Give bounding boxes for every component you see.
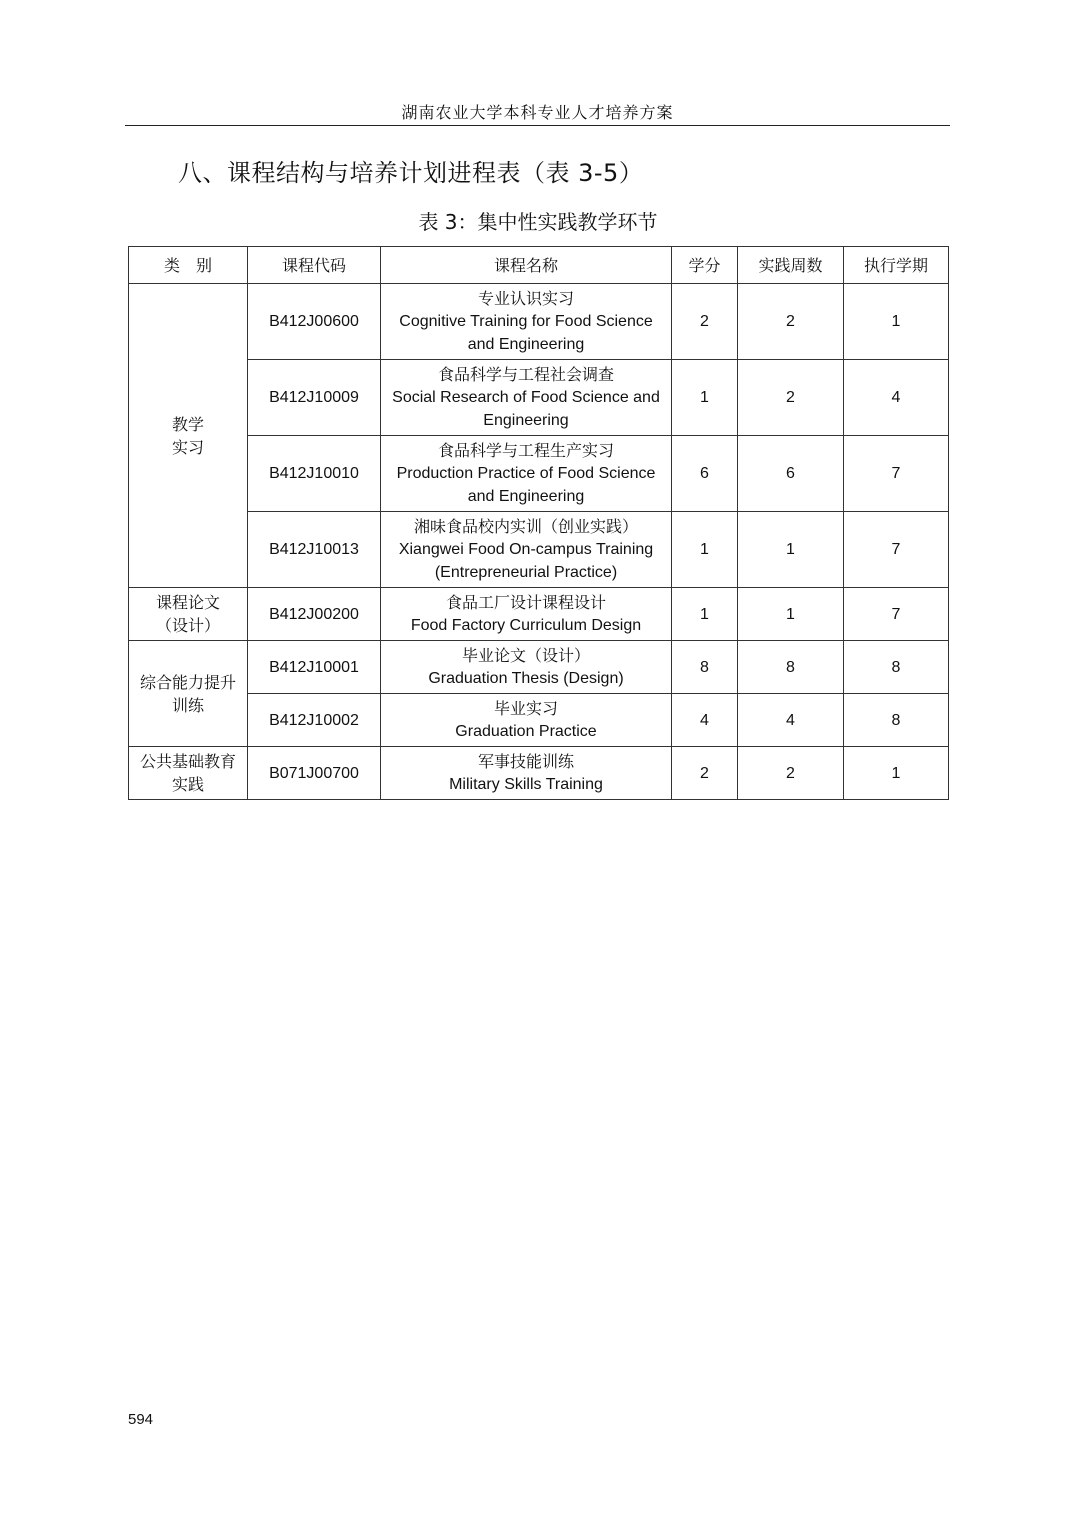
course-code: B071J00700 <box>248 747 381 800</box>
table-header-row <box>129 247 949 284</box>
course-name-cn: 专业认识实习 <box>477 289 574 308</box>
course-name-cn: 湘味食品校内实训（创业实践） <box>413 517 638 536</box>
course-name <box>381 694 672 747</box>
practice-table <box>128 246 949 800</box>
credits: 4 <box>672 694 738 747</box>
practice-weeks: 1 <box>738 588 844 641</box>
category-cell: 教学 实习 <box>129 284 248 588</box>
practice-weeks: 4 <box>738 694 844 747</box>
semester: 1 <box>844 284 949 360</box>
credits: 1 <box>672 512 738 588</box>
table-row <box>129 360 949 436</box>
course-code: B412J10009 <box>248 360 381 436</box>
running-header: 湖南农业大学本科专业人才培养方案 <box>401 103 674 122</box>
table-row <box>129 747 949 800</box>
header-credits: 学分 <box>672 247 738 284</box>
course-name-cn: 毕业论文（设计） <box>461 646 590 665</box>
course-name <box>381 747 672 800</box>
header-rule <box>125 125 950 126</box>
course-name-cn: 食品工厂设计课程设计 <box>445 593 606 612</box>
header-category: 类 别 <box>129 247 248 284</box>
header-weeks: 实践周数 <box>738 247 844 284</box>
table-row <box>129 284 949 360</box>
semester: 7 <box>844 588 949 641</box>
course-name-en: Military Skills Training <box>449 776 603 793</box>
category-cell: 综合能力提升 训练 <box>129 641 248 747</box>
semester: 4 <box>844 360 949 436</box>
practice-weeks: 6 <box>738 436 844 512</box>
credits: 6 <box>672 436 738 512</box>
course-name-cn: 毕业实习 <box>493 699 558 718</box>
credits: 2 <box>672 284 738 360</box>
practice-weeks: 1 <box>738 512 844 588</box>
practice-weeks: 2 <box>738 747 844 800</box>
course-name <box>381 641 672 694</box>
category-cell: 公共基础教育 实践 <box>129 747 248 800</box>
credits: 1 <box>672 588 738 641</box>
section-title: 八、课程结构与培养计划进程表（表 3-5） <box>178 159 644 187</box>
semester: 8 <box>844 694 949 747</box>
category-cell: 课程论文 （设计） <box>129 588 248 641</box>
table-row <box>129 436 949 512</box>
course-name <box>381 360 672 436</box>
page-number: 594 <box>128 1411 154 1428</box>
semester: 7 <box>844 512 949 588</box>
semester: 8 <box>844 641 949 694</box>
course-name-en: Cognitive Training for Food Science and Engineering <box>399 313 653 353</box>
course-name <box>381 284 672 360</box>
course-name-cn: 食品科学与工程生产实习 <box>437 441 614 460</box>
course-code: B412J00600 <box>248 284 381 360</box>
course-name-en: Graduation Practice <box>455 723 597 740</box>
course-name <box>381 588 672 641</box>
practice-weeks: 2 <box>738 284 844 360</box>
course-name <box>381 512 672 588</box>
credits: 8 <box>672 641 738 694</box>
course-code: B412J10002 <box>248 694 381 747</box>
semester: 1 <box>844 747 949 800</box>
header-code: 课程代码 <box>248 247 381 284</box>
course-name-en: Production Practice of Food Science and Engineering <box>396 465 656 505</box>
practice-weeks: 2 <box>738 360 844 436</box>
table-caption: 表 3：集中性实践教学环节 <box>418 210 658 234</box>
header-name: 课程名称 <box>381 247 672 284</box>
practice-weeks: 8 <box>738 641 844 694</box>
course-name-en: Xiangwei Food On-campus Training (Entrepreneurial Practice) <box>398 541 654 581</box>
header-semester: 执行学期 <box>844 247 949 284</box>
table-row <box>129 641 949 694</box>
table-row <box>129 588 949 641</box>
course-name-en: Graduation Thesis (Design) <box>428 670 624 687</box>
course-name-en: Food Factory Curriculum Design <box>410 617 642 634</box>
course-name-cn: 食品科学与工程社会调查 <box>437 365 614 384</box>
table-row <box>129 694 949 747</box>
course-code: B412J10010 <box>248 436 381 512</box>
semester: 7 <box>844 436 949 512</box>
credits: 1 <box>672 360 738 436</box>
course-name-cn: 军事技能训练 <box>477 752 574 771</box>
course-name-en: Social Research of Food Science and Engineering <box>392 389 660 429</box>
table-row <box>129 512 949 588</box>
course-code: B412J10013 <box>248 512 381 588</box>
course-name <box>381 436 672 512</box>
course-code: B412J00200 <box>248 588 381 641</box>
credits: 2 <box>672 747 738 800</box>
course-code: B412J10001 <box>248 641 381 694</box>
